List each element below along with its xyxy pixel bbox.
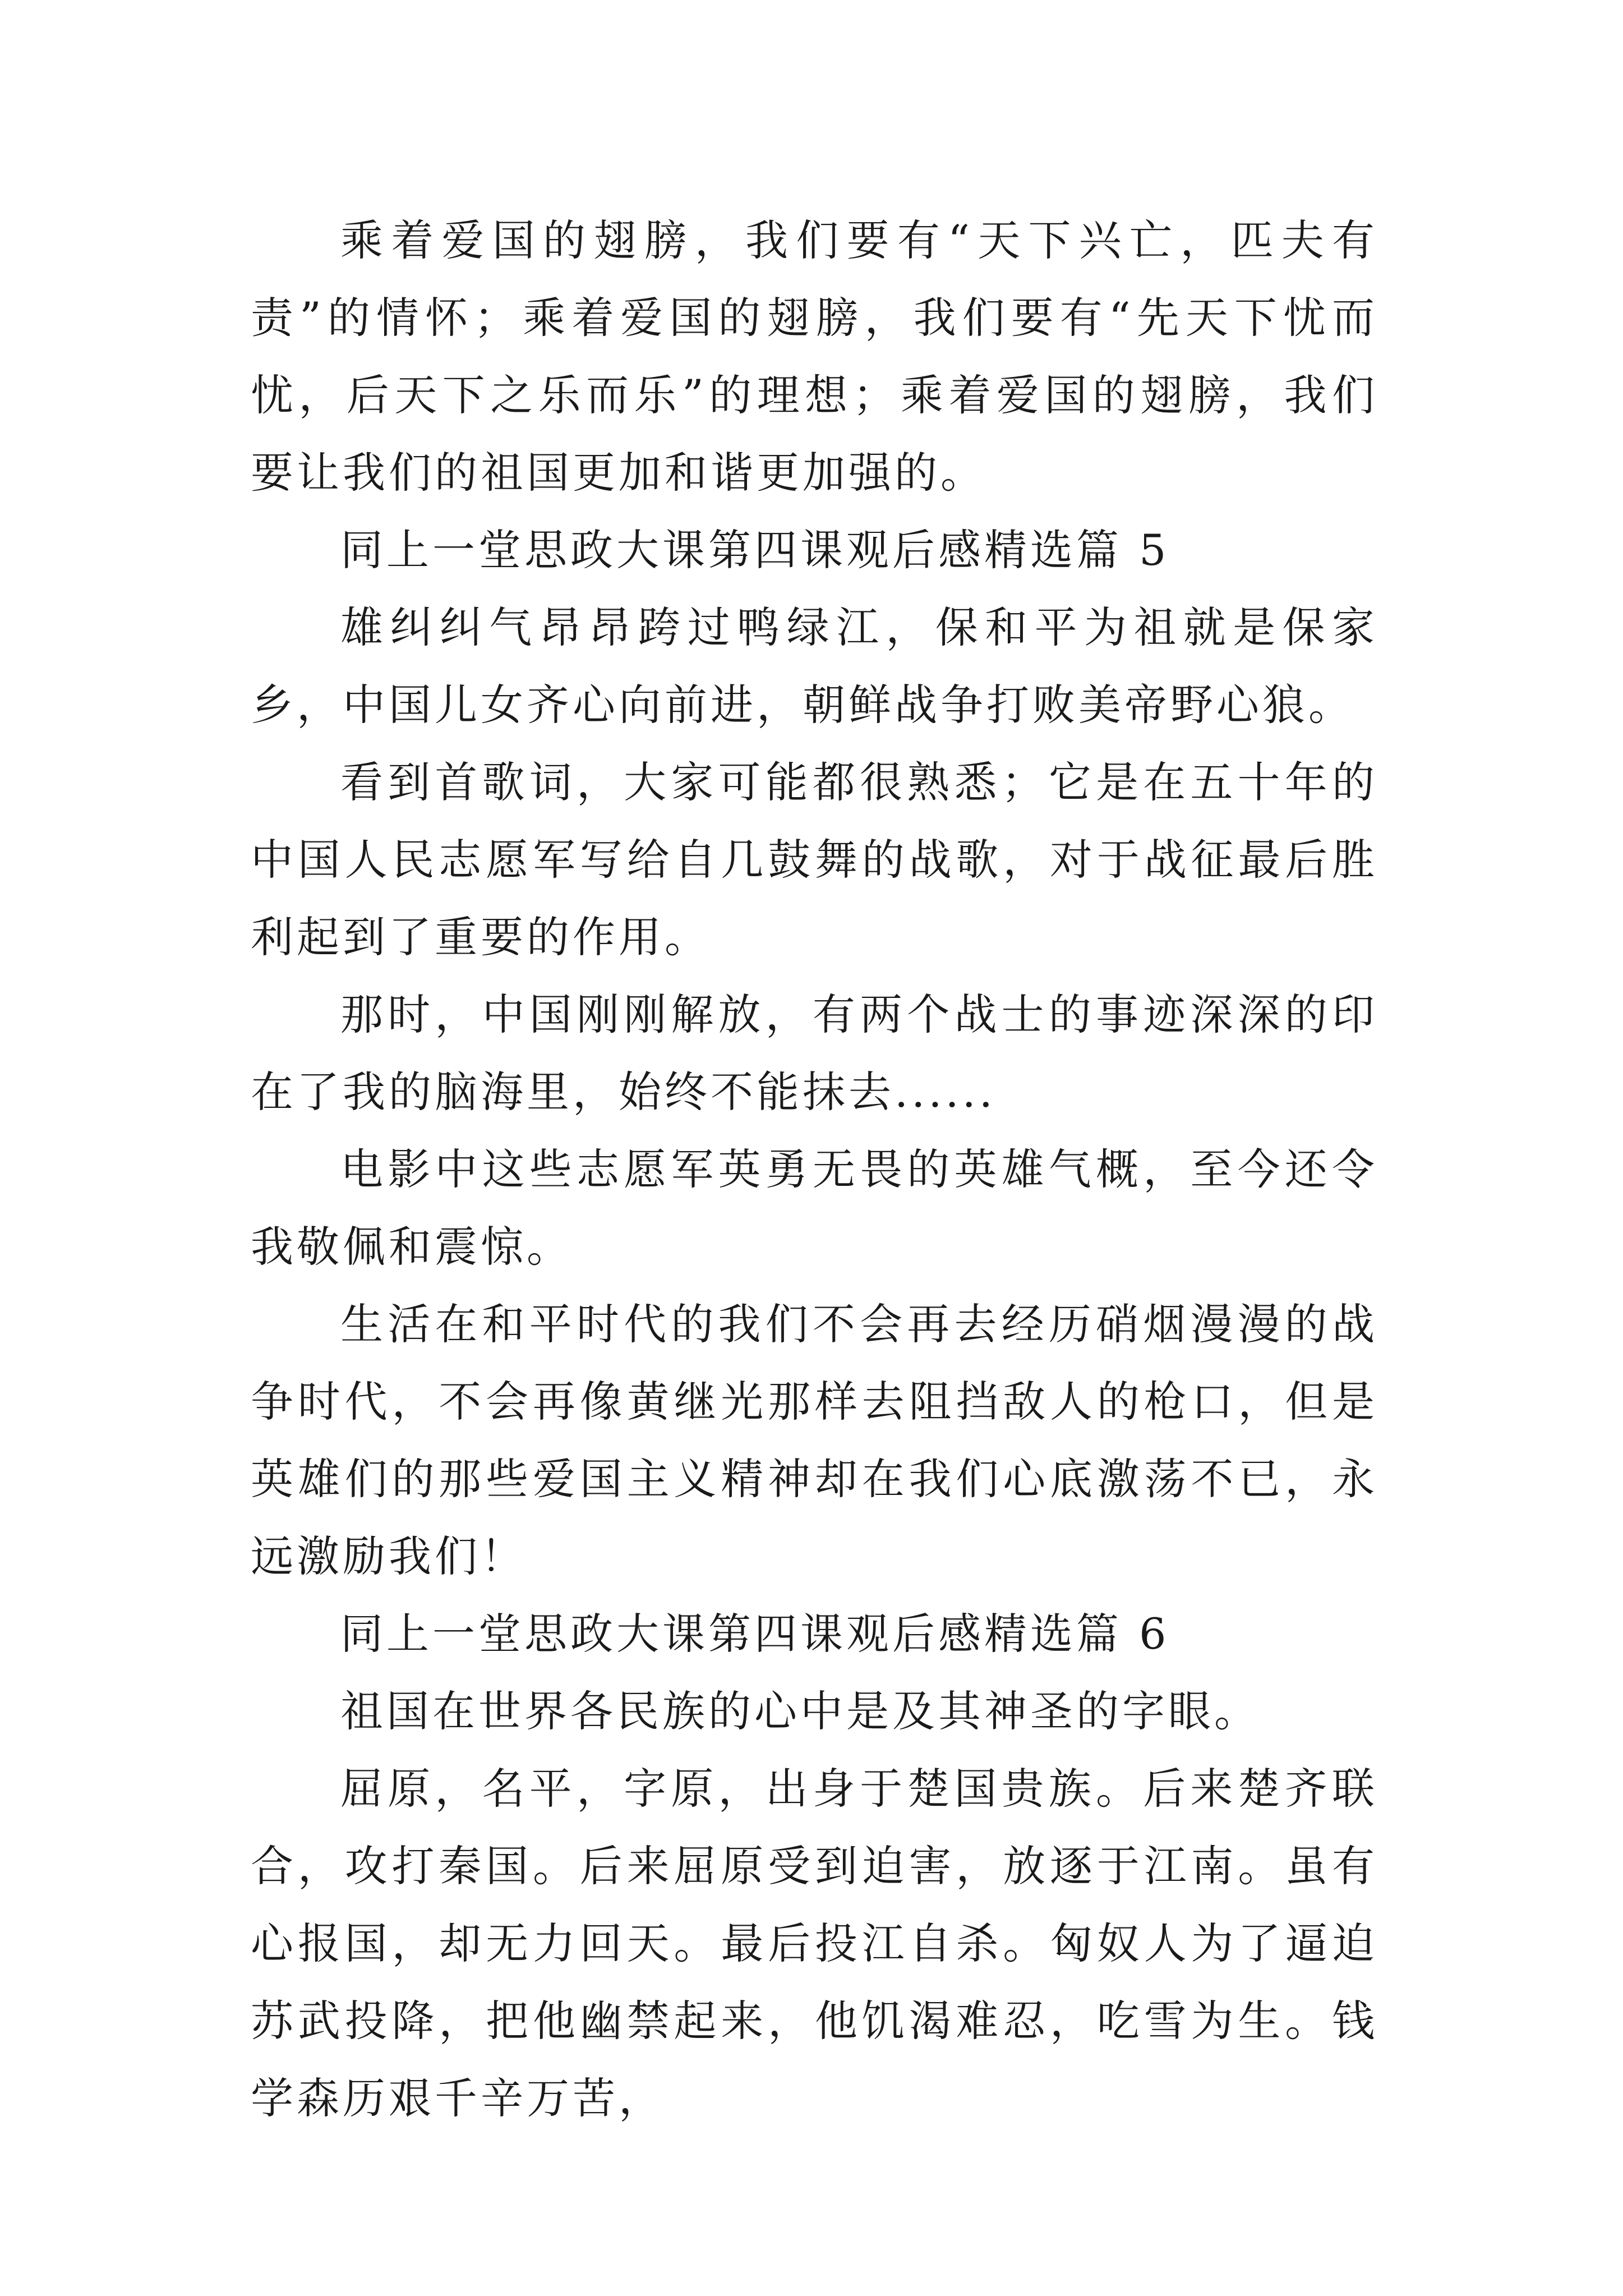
paragraph-3: 看到首歌词，大家可能都很熟悉；它是在五十年的中国人民志愿军写给自几鼓舞的战歌，对于战征最后胜利起到了重要的作用。 (251, 757, 1378, 962)
paragraph-8: 屈原，名平，字原，出身于楚国贵族。后来楚齐联合，攻打秦国。后来屈原受到迫害，放逐于江南。虽有心报国，却无力回天。最后投江自杀。匈奴人为了逼迫苏武投降，把他幽禁起来，他饥渴难忍，吃雪为生。钱学森历艰千辛万苦， (251, 1764, 1378, 2123)
paragraph-7: 祖国在世界各民族的心中是及其神圣的字眼。 (340, 1686, 1260, 1736)
paragraph-5: 电影中这些志愿军英勇无畏的英雄气概，至今还令我敬佩和震惊。 (251, 1144, 1378, 1272)
paragraph-6: 生活在和平时代的我们不会再去经历硝烟漫漫的战争时代，不会再像黄继光那样去阻挡敌人的枪口，但是英雄们的那些爱国主义精神却在我们心底激荡不已，永远激励我们！ (251, 1299, 1378, 1581)
section-heading-5: 同上一堂思政大课第四课观后感精选篇 5 (340, 525, 1170, 575)
paragraph-4: 那时，中国刚刚解放，有两个战士的事迹深深的印在了我的脑海里，始终不能抹去...... (251, 990, 1378, 1117)
paragraph-1: 乘着爱国的翅膀，我们要有“天下兴亡，匹夫有责”的情怀；乘着爱国的翅膀，我们要有“先天下忧而忧，后天下之乐而乐”的理想；乘着爱国的翅膀，我们要让我们的祖国更加和谐更加强的。 (251, 215, 1378, 498)
document-page (251, 202, 1378, 2137)
section-heading-6: 同上一堂思政大课第四课观后感精选篇 6 (340, 1609, 1170, 1659)
paragraph-2: 雄纠纠气昂昂跨过鸭绿江，保和平为祖就是保家乡，中国儿女齐心向前进，朝鲜战争打败美帝野心狼。 (251, 602, 1378, 730)
